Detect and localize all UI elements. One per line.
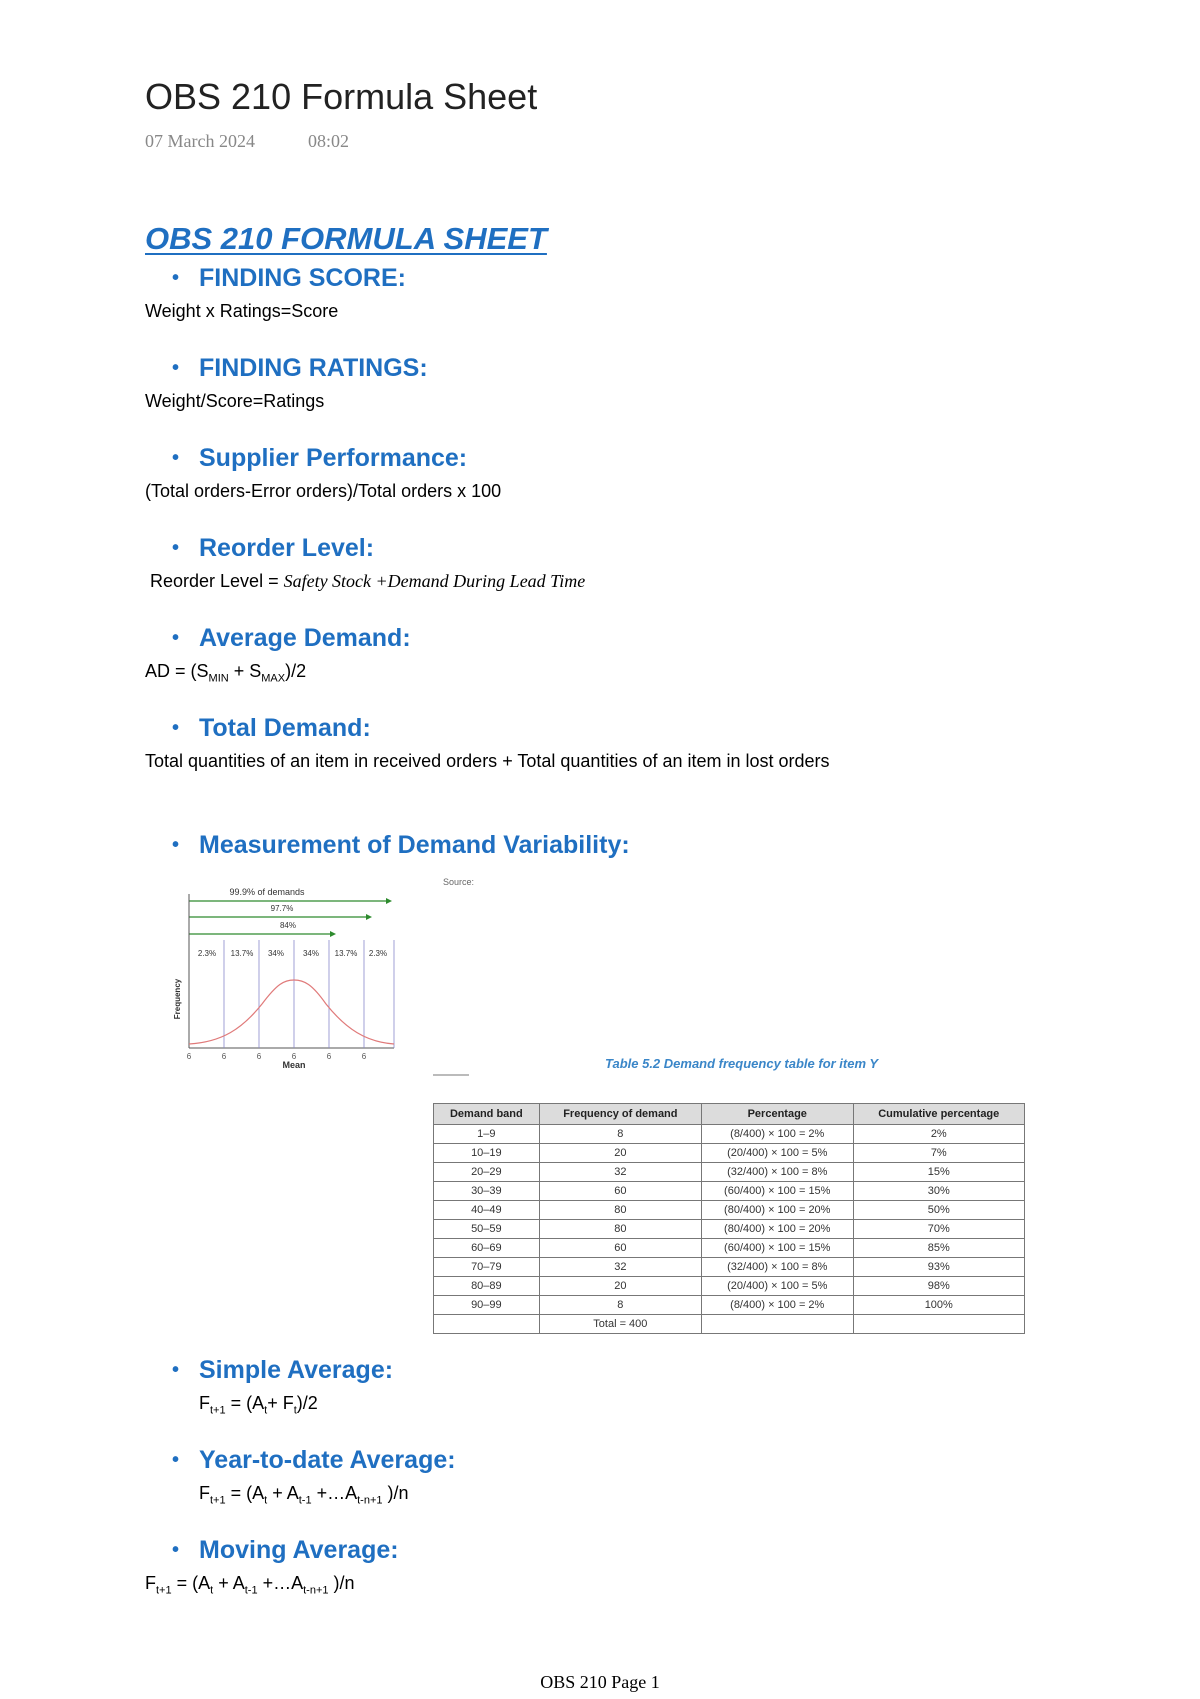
tick-label-1: 6 bbox=[186, 1052, 192, 1061]
tick-label-2: 6 bbox=[221, 1052, 227, 1061]
table-cell: 50–59 bbox=[434, 1220, 540, 1239]
band-label-5: 13.7% bbox=[334, 949, 358, 958]
table-cell: 70–79 bbox=[434, 1258, 540, 1277]
table-cell: 60–69 bbox=[434, 1239, 540, 1258]
moving-average-formula: $F_{t+1} = (A_t + A_{t-1}$ $+\dots A_{t-n+1}$ )/n bbox=[145, 1573, 355, 1597]
arrow-84-head bbox=[330, 931, 336, 937]
band-label-2: 13.7% bbox=[230, 949, 254, 958]
table-cell: 100% bbox=[853, 1296, 1024, 1315]
table-cell: 50% bbox=[853, 1201, 1024, 1220]
tick-label-4: 6 bbox=[291, 1052, 297, 1061]
col-header-demand-band: Demand band bbox=[434, 1104, 540, 1125]
heading-ytd-average: • Year-to-date Average: bbox=[172, 1446, 456, 1475]
table-row bbox=[434, 1239, 1025, 1258]
table-caption: Table 5.2 Demand frequency table for item Y bbox=[605, 1056, 879, 1071]
arrow-977-head bbox=[366, 914, 372, 920]
table-cell: 1–9 bbox=[434, 1125, 540, 1144]
tick-label-3: 6 bbox=[256, 1052, 262, 1061]
table-total-cell: Total = 400 bbox=[539, 1315, 701, 1334]
table-cell: 60 bbox=[539, 1239, 701, 1258]
table-cell: 7% bbox=[853, 1144, 1024, 1163]
table-cell: (8/400) × 100 = 2% bbox=[701, 1125, 853, 1144]
band-label-6: 2.3% bbox=[368, 949, 388, 958]
arrow-999-head bbox=[386, 898, 392, 904]
table-cell bbox=[701, 1315, 853, 1334]
table-row bbox=[434, 1144, 1025, 1163]
table-cell: (60/400) × 100 = 15% bbox=[701, 1182, 853, 1201]
table-cell bbox=[434, 1315, 540, 1334]
tick-label-6: 6 bbox=[361, 1052, 367, 1061]
table-total-row bbox=[434, 1315, 1025, 1334]
table-row bbox=[434, 1258, 1025, 1277]
simple-average-formula: $F_{t+1} = (A_t+ F_t)/2$ bbox=[199, 1393, 318, 1417]
table-cell: 10–19 bbox=[434, 1144, 540, 1163]
table-cell: 8 bbox=[539, 1125, 701, 1144]
reorder-level-expression: Safety Stock +Demand During Lead Time bbox=[283, 571, 586, 591]
demand-frequency-table bbox=[433, 1103, 1025, 1334]
page-date: 07 March 2024 bbox=[145, 131, 255, 151]
table-cell: 80–89 bbox=[434, 1277, 540, 1296]
heading-total-demand: • Total Demand: bbox=[172, 714, 371, 743]
table-row bbox=[434, 1182, 1025, 1201]
table-cell: 80 bbox=[539, 1201, 701, 1220]
table-cell: 85% bbox=[853, 1239, 1024, 1258]
table-header-row bbox=[434, 1104, 1025, 1125]
table-cell: 30% bbox=[853, 1182, 1024, 1201]
table-cell: (8/400) × 100 = 2% bbox=[701, 1296, 853, 1315]
heading-simple-average: • Simple Average: bbox=[172, 1356, 393, 1385]
table-row bbox=[434, 1277, 1025, 1296]
table-cell: 30–39 bbox=[434, 1182, 540, 1201]
table-cell: 60 bbox=[539, 1182, 701, 1201]
band-label-4: 34% bbox=[302, 949, 320, 958]
table-cell: (32/400) × 100 = 8% bbox=[701, 1163, 853, 1182]
finding-ratings-text: Weight/Score=Ratings bbox=[145, 391, 325, 411]
table-cell: (60/400) × 100 = 15% bbox=[701, 1239, 853, 1258]
col-header-percentage: Percentage bbox=[701, 1104, 853, 1125]
table-cell: (80/400) × 100 = 20% bbox=[701, 1220, 853, 1239]
table-row bbox=[434, 1163, 1025, 1182]
table-cell: (80/400) × 100 = 20% bbox=[701, 1201, 853, 1220]
normal-curve bbox=[189, 980, 394, 1044]
figure-source: Source: bbox=[443, 877, 475, 887]
page-footer: OBS 210 Page 1 bbox=[540, 1672, 660, 1692]
table-cell: (32/400) × 100 = 8% bbox=[701, 1258, 853, 1277]
reorder-level-label: Reorder Level = bbox=[150, 571, 284, 591]
label-84: 84% bbox=[279, 921, 297, 930]
col-header-cumulative: Cumulative percentage bbox=[853, 1104, 1024, 1125]
heading-average-demand: • Average Demand: bbox=[172, 624, 411, 653]
table-row bbox=[434, 1296, 1025, 1315]
table-row bbox=[434, 1125, 1025, 1144]
table-cell bbox=[853, 1315, 1024, 1334]
table-cell: 20 bbox=[539, 1144, 701, 1163]
total-demand-text: Total quantities of an item in received orders + Total quantities of an item in lost orders bbox=[145, 751, 830, 771]
table-cell: 20–29 bbox=[434, 1163, 540, 1182]
page-time: 08:02 bbox=[308, 131, 350, 151]
heading-reorder-level: • Reorder Level: bbox=[172, 534, 374, 563]
heading-demand-variability: • Measurement of Demand Variability: bbox=[172, 831, 630, 860]
table-cell: 20 bbox=[539, 1277, 701, 1296]
band-label-1: 2.3% bbox=[197, 949, 217, 958]
table-cell: 90–99 bbox=[434, 1296, 540, 1315]
x-axis-label: Mean bbox=[282, 1060, 306, 1070]
average-demand-formula: AD = $(S_{MIN} + S_{MAX})/2$ bbox=[145, 661, 307, 685]
label-999: 99.9% of demands bbox=[229, 887, 305, 897]
table-cell: 93% bbox=[853, 1258, 1024, 1277]
heading-supplier-performance: • Supplier Performance: bbox=[172, 444, 467, 473]
table-cell: 40–49 bbox=[434, 1201, 540, 1220]
table-cell: (20/400) × 100 = 5% bbox=[701, 1144, 853, 1163]
table-cell: 32 bbox=[539, 1258, 701, 1277]
band-label-3: 34% bbox=[267, 949, 285, 958]
normal-distribution-figure bbox=[172, 884, 402, 1070]
ytd-average-formula: $F_{t+1} = (A_t + A_{t-1}$ $+\dots A_{t-n+1}$ )/n bbox=[199, 1483, 409, 1507]
reorder-level-formula bbox=[150, 571, 585, 592]
table-cell: 8 bbox=[539, 1296, 701, 1315]
heading-finding-ratings: • FINDING RATINGS: bbox=[172, 354, 428, 383]
heading-moving-average: • Moving Average: bbox=[172, 1536, 399, 1565]
main-heading: OBS 210 FORMULA SHEET bbox=[145, 221, 547, 256]
table-cell: 80 bbox=[539, 1220, 701, 1239]
table-cell: 32 bbox=[539, 1163, 701, 1182]
table-row bbox=[434, 1201, 1025, 1220]
table-cell: 2% bbox=[853, 1125, 1024, 1144]
table-cell: 70% bbox=[853, 1220, 1024, 1239]
col-header-frequency: Frequency of demand bbox=[539, 1104, 701, 1125]
label-977: 97.7% bbox=[270, 904, 294, 913]
page-title: OBS 210 Formula Sheet bbox=[145, 76, 538, 117]
table-cell: 98% bbox=[853, 1277, 1024, 1296]
table-cell: (20/400) × 100 = 5% bbox=[701, 1277, 853, 1296]
table-cell: 15% bbox=[853, 1163, 1024, 1182]
tick-label-5: 6 bbox=[326, 1052, 332, 1061]
supplier-performance-text: (Total orders-Error orders)/Total orders x 100 bbox=[145, 481, 502, 501]
finding-score-text: Weight x Ratings=Score bbox=[145, 301, 339, 321]
table-row bbox=[434, 1220, 1025, 1239]
table-source-line bbox=[433, 1074, 469, 1076]
heading-finding-score: • FINDING SCORE: bbox=[172, 264, 406, 293]
y-axis-label: Frequency bbox=[173, 978, 182, 1020]
